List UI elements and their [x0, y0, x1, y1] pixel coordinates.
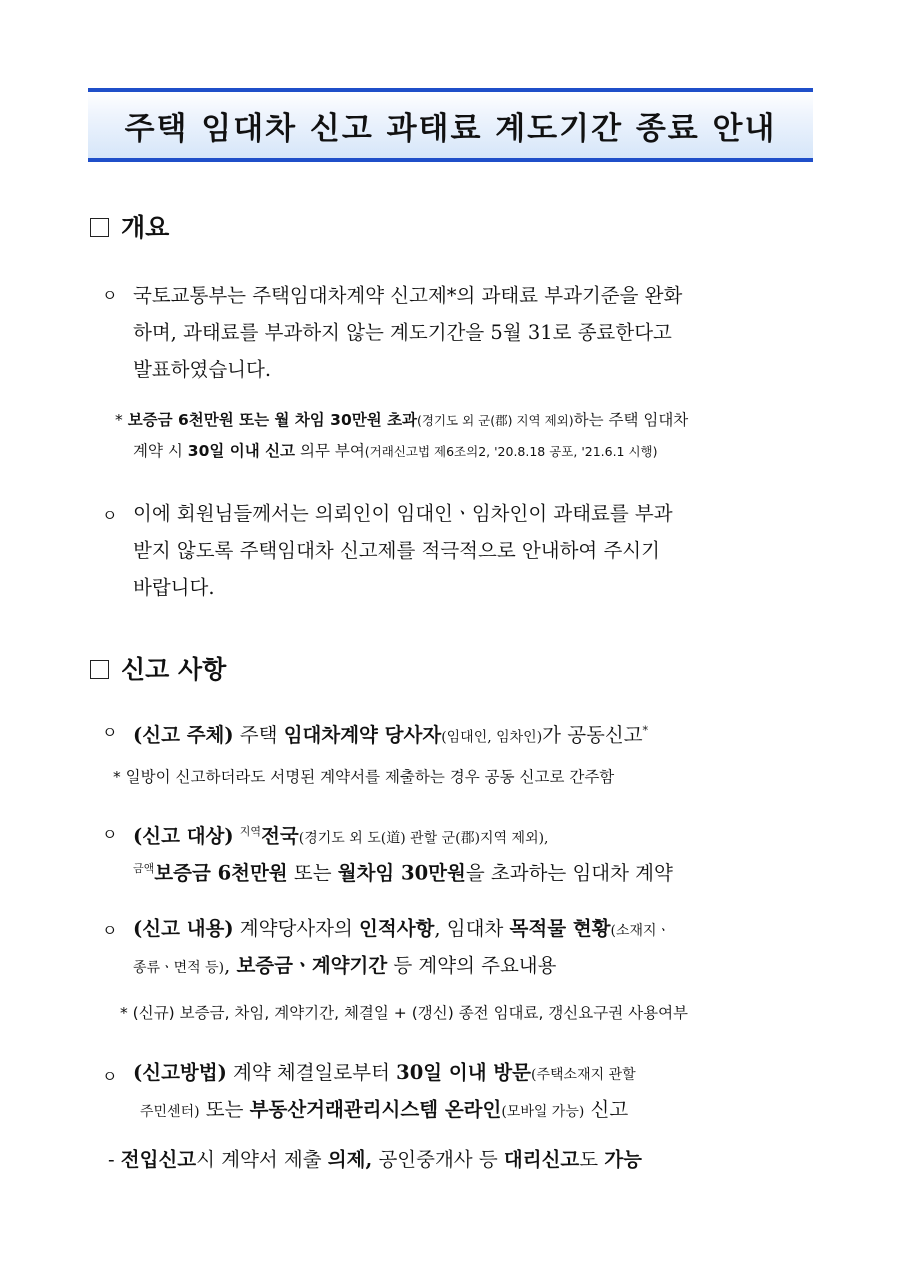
request-paragraph-line2: 받지 않도록 주택임대차 신고제를 적극적으로 안내하여 주시기: [133, 539, 660, 562]
move-in-report-note: - 전입신고시 계약서 제출 의제, 공인중개사 등 대리신고도 가능: [108, 1148, 642, 1171]
section-heading-report-items: [90, 650, 226, 686]
overview-footnote-line2: 계약 시 30일 이내 신고 의무 부여(거래신고법 제6조의2, '20.8.18 공포, '21.6.1 시행): [133, 442, 658, 460]
overview-paragraph-line3: 발표하였습니다.: [133, 358, 272, 381]
report-method-line1: (신고방법) 계약 체결일로부터 30일 이내 방문(주택소재지 관할: [133, 1061, 636, 1084]
checkbox-square-icon: [90, 660, 109, 679]
bullet-icon: ㅇ: [102, 506, 118, 525]
report-subject-footnote: * 일방이 신고하더라도 서명된 계약서를 제출하는 경우 공동 신고로 간주함: [113, 768, 615, 786]
report-content-footnote: * (신규) 보증금, 차임, 계약기간, 체결일 + (갱신) 종전 임대료, 갱신요구권 사용여부: [120, 1004, 689, 1022]
report-content-line2: 종류ㆍ면적 등), 보증금ㆍ계약기간 등 계약의 주요내용: [133, 954, 557, 977]
overview-footnote-line1: * 보증금 6천만원 또는 월 차임 30만원 초과(경기도 외 군(郡) 지역 제외)하는 주택 임대차: [115, 411, 689, 429]
report-subject-item: (신고 주체) 주택 임대차계약 당사자(임대인, 임차인)가 공동신고*: [133, 723, 649, 747]
request-paragraph-line3: 바랍니다.: [133, 576, 215, 599]
section-heading-text: 개요: [121, 213, 170, 242]
bullet-icon: ㅇ: [102, 286, 118, 305]
section-heading-overview: [90, 208, 169, 244]
bullet-icon: ㅇ: [102, 1067, 118, 1086]
overview-paragraph-line1: 국토교통부는 주택임대차계약 신고제*의 과태료 부과기준을 완화: [133, 284, 683, 307]
bullet-icon: ㅇ: [102, 825, 118, 844]
report-content-line1: (신고 내용) 계약당사자의 인적사항, 임대차 목적물 현황(소재지ㆍ: [133, 917, 671, 940]
document-title-box: [88, 88, 813, 162]
document-title: 주택 임대차 신고 과태료 계도기간 종료 안내: [124, 110, 777, 147]
overview-paragraph-line2: 하며, 과태료를 부과하지 않는 계도기간을 5월 31로 종료한다고: [133, 321, 672, 344]
request-paragraph-line1: 이에 회원님들께서는 의뢰인이 임대인ㆍ임차인이 과태료를 부과: [133, 502, 673, 525]
checkbox-square-icon: [90, 218, 109, 237]
report-target-line1: (신고 대상) $^{지역}$전국(경기도 외 도(道) 관할 군(郡)지역 제외),: [133, 824, 549, 848]
bullet-icon: ㅇ: [102, 921, 118, 940]
report-method-line2: 주민센터) 또는 부동산거래관리시스템 온라인(모바일 가능) 신고: [140, 1098, 629, 1121]
section-heading-text: 신고 사항: [121, 655, 227, 684]
report-target-line2: $^{금액}$보증금 6천만원 또는 월차임 30만원을 초과하는 임대차 계약: [133, 861, 673, 885]
bullet-icon: ㅇ: [102, 723, 118, 742]
